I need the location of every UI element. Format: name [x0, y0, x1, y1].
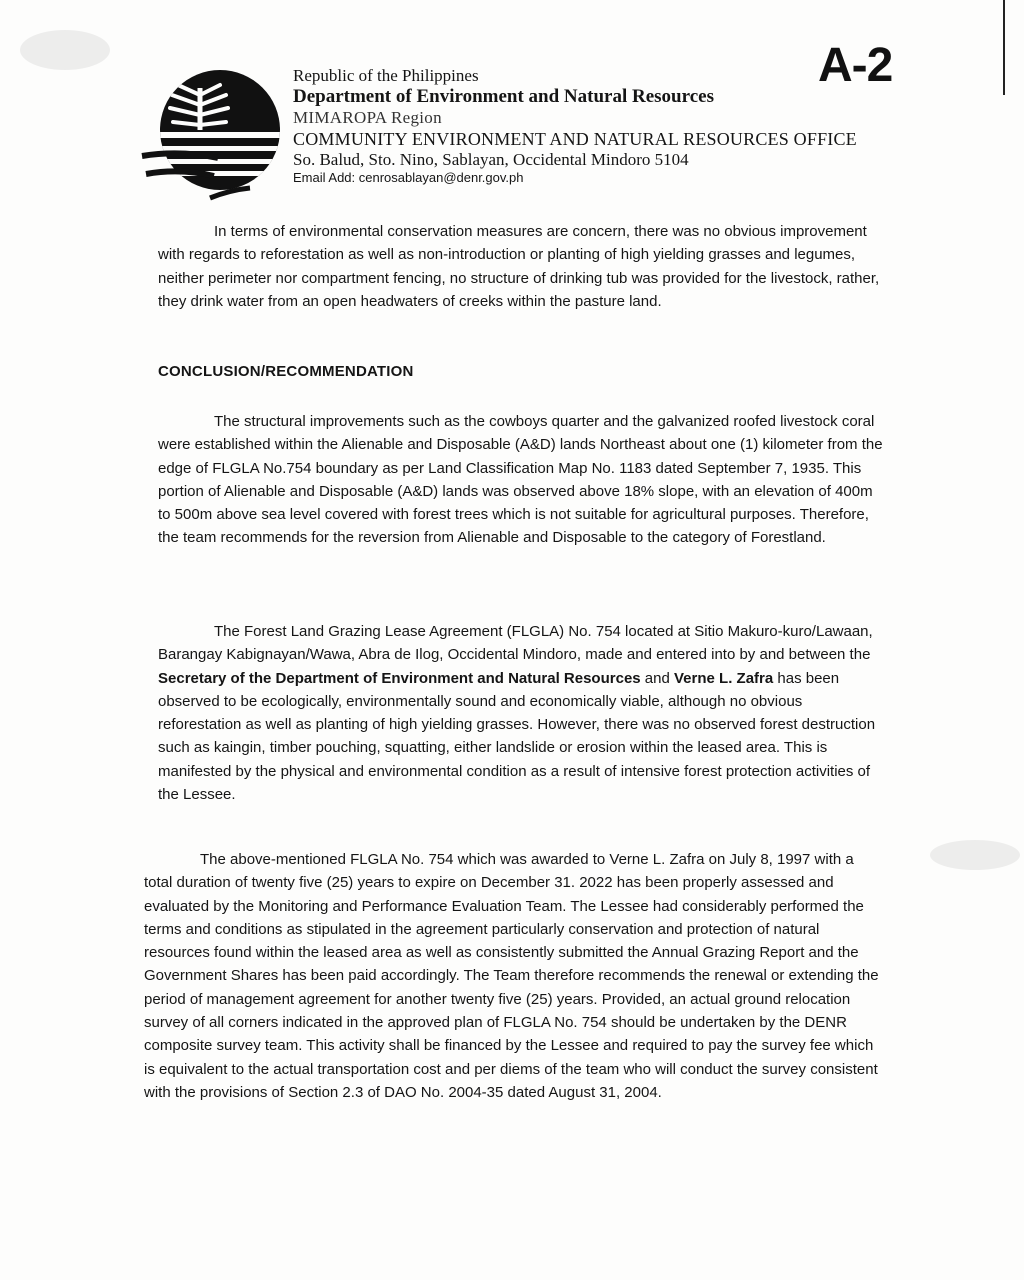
paragraph-text: In terms of environmental conservation measures are concern, there was no obvious improvement with regards to reforestation as well as non-introduction or planting of high yielding grasses and legumes, neither perimeter nor compartment fencing, no structure of drinking tub was provided for the livestock, rather, they drink water from an open headwaters of creeks within the pasture land. — [158, 223, 880, 310]
letterhead-republic: Republic of the Philippines — [293, 66, 479, 85]
paragraph-renewal-recommendation — [144, 848, 884, 1104]
section-heading: CONCLUSION/RECOMMENDATION — [158, 363, 414, 380]
paragraph-text: The above-mentioned FLGLA No. 754 which was awarded to Verne L. Zafra on July 8, 1997 with a total duration of twenty five (25) years to expire on December 31. 2022 has been properly assessed and evaluated by the Monitoring and Performance Evaluation Team. The Lessee had considerably performed the terms and conditions as stipulated in the agreement particularly conservation and protection of natural resources found within the leased area as well as consistently submitted the Annual Grazing Report and the Government Shares has been paid accordingly. The Team therefore recommends the renewal or extending the period of management agreement for another twenty five (25) years. Provided, an actual ground relocation survey of all corners indicated in the approved plan of FLGLA No. 754 should be undertaken by the DENR composite survey team. This activity shall be financed by the Lessee and required to pay the survey fee which is equivalent to the actual transportation cost and per diems of the team who will conduct the survey consistent with the provisions of Section 2.3 of DAO No. 2004-35 dated August 31, 2004. — [144, 851, 879, 1101]
scan-smudge — [20, 30, 110, 70]
letterhead-address: So. Balud, Sto. Nino, Sablayan, Occidental Mindoro 5104 — [293, 149, 689, 169]
annex-mark: A-2 — [818, 39, 893, 92]
paragraph-text: The structural improvements such as the cowboys quarter and the galvanized roofed livestock coral were established within the Alienable and Disposable (A&D) lands Northeast about one (1) kilometer from the edge of FLGLA No.754 boundary as per Land Classification Map No. 1183 dated September 7, 1935. This portion of Alienable and Disposable (A&D) lands was observed above 18% slope, with an elevation of 400m to 500m above sea level covered with forest trees which is not suitable for agricultural purposes. Therefore, the team recommends for the reversion from Alienable and Disposable to the category of Forestland. — [158, 413, 883, 547]
denr-logo-icon — [140, 70, 290, 205]
paragraph-text: has been observed to be ecologically, environmentally sound and economically viable, although no obvious reforestation as well as planting of high yielding grasses. However, there was no observed forest destruction such as kaingin, timber pouching, squatting, either landslide or erosion within the leased area. This is manifested by the physical and environmental condition as a result of intensive forest protection activities of the Lessee. — [158, 669, 876, 804]
paragraph-flgla-evaluation — [158, 620, 888, 806]
letterhead-office: COMMUNITY ENVIRONMENT AND NATURAL RESOURCES OFFICE — [293, 128, 857, 149]
paragraph-text: The Forest Land Grazing Lease Agreement (FLGLA) No. 754 located at Sitio Makuro-kuro/Lawaan, Barangay Kabignayan/Wawa, Abra de Ilog, Occidental Mindoro, made and entered into by and between the — [158, 623, 873, 664]
paragraph-structural-improvements — [158, 410, 888, 550]
letterhead-region: MIMAROPA Region — [293, 108, 442, 128]
party-lessee: Verne L. Zafra — [674, 669, 774, 687]
letterhead-department: Department of Environment and Natural Resources — [293, 86, 714, 108]
paragraph-conservation — [158, 220, 888, 313]
letterhead-email: Email Add: cenrosablayan@denr.gov.ph — [293, 169, 524, 185]
scan-smudge — [930, 840, 1020, 870]
paragraph-text: and — [640, 669, 674, 687]
scan-edge-line — [1003, 0, 1005, 95]
party-secretary: Secretary of the Department of Environment and Natural Resources — [158, 669, 641, 687]
